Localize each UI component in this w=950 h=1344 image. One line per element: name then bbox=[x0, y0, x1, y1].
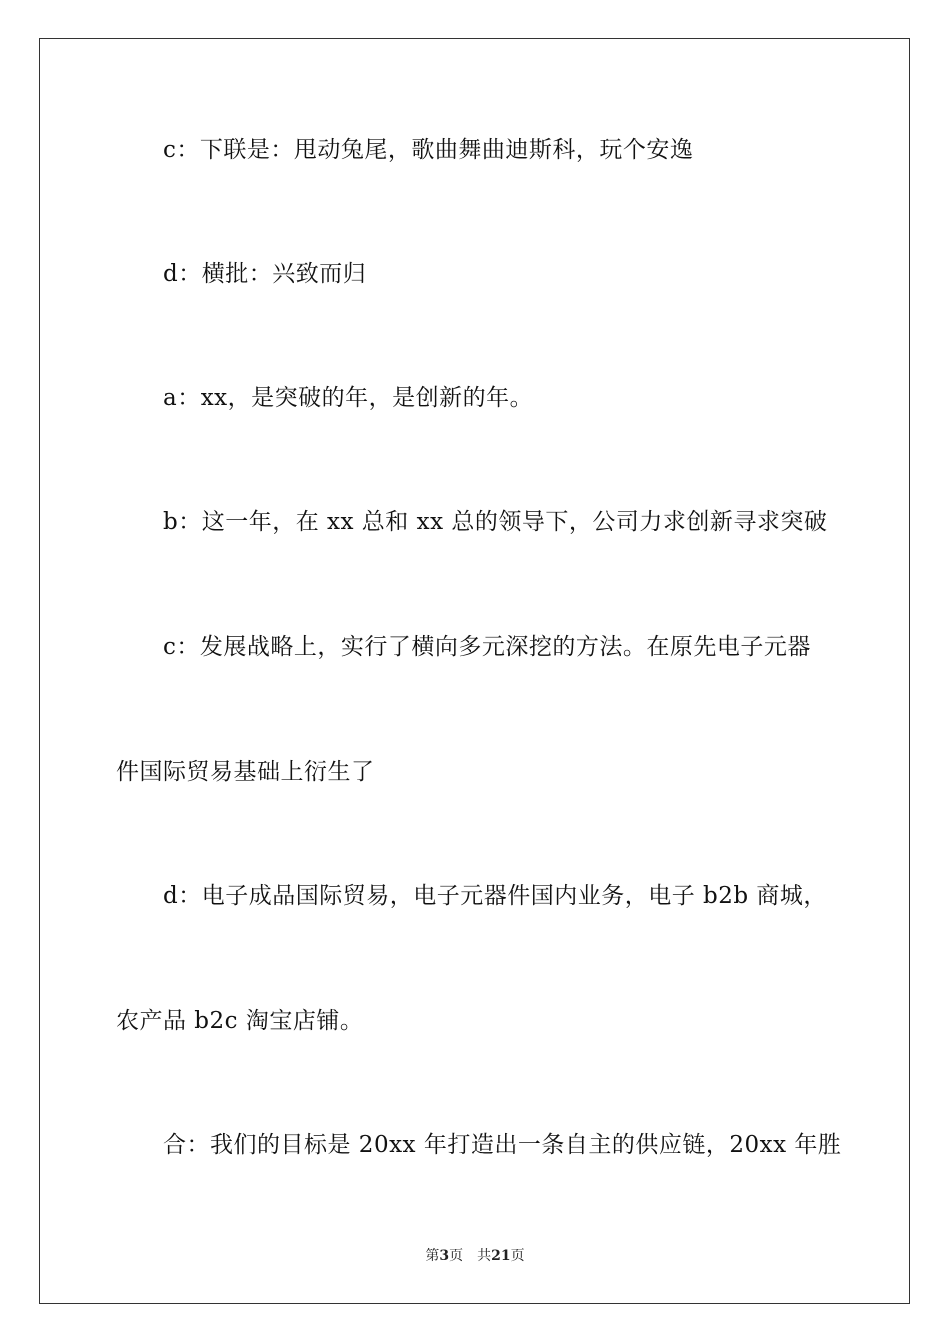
footer-page-prefix: 第 bbox=[425, 1248, 440, 1264]
text-line-2: d：横批：兴致而归 bbox=[163, 261, 367, 287]
text-line-5: c：发展战略上，实行了横向多元深挖的方法。在原先电子元器 bbox=[163, 634, 811, 660]
footer-total-prefix: 共 bbox=[477, 1248, 492, 1264]
page-border bbox=[39, 38, 910, 1304]
text-line-4: b：这一年，在 xx 总和 xx 总的领导下，公司力求创新寻求突破 bbox=[163, 509, 828, 535]
footer-page-suffix: 页 bbox=[449, 1248, 464, 1264]
text-line-7: d：电子成品国际贸易，电子元器件国内业务，电子 b2b 商城， bbox=[163, 883, 827, 909]
footer-total-number: 21 bbox=[491, 1248, 511, 1264]
footer-page-number: 3 bbox=[439, 1248, 450, 1264]
text-line-3: a：xx，是突破的年，是创新的年。 bbox=[163, 385, 534, 411]
text-line-1: c：下联是：甩动兔尾，歌曲舞曲迪斯科，玩个安逸 bbox=[163, 137, 694, 163]
text-line-8: 农产品 b2c 淘宝店铺。 bbox=[116, 1008, 364, 1034]
text-line-9: 合：我们的目标是 20xx 年打造出一条自主的供应链，20xx 年胜 bbox=[163, 1132, 842, 1158]
text-line-6: 件国际贸易基础上衍生了 bbox=[116, 759, 375, 785]
page-footer bbox=[0, 1247, 950, 1265]
footer-total-suffix: 页 bbox=[510, 1248, 525, 1264]
